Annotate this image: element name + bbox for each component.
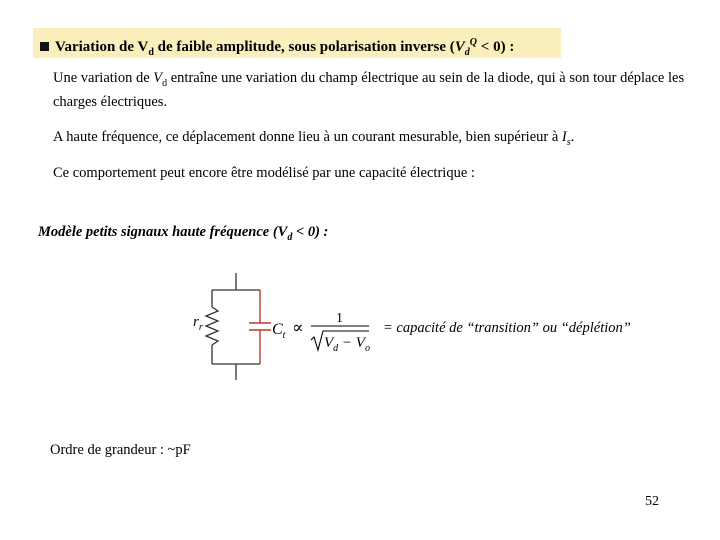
- circuit-wires: [212, 273, 260, 380]
- paragraph-model: Ce comportement peut encore être modélisé par une capacité électrique :: [53, 165, 475, 181]
- fraction-denominator: $V_d - V_o$: [324, 335, 370, 354]
- capacitor-symbol: [249, 290, 271, 364]
- resistor-label: $r_r$: [193, 314, 203, 333]
- capacitance-description: = capacité de “transition” ou “déplétion”: [383, 320, 631, 336]
- capacitor-label: $C_t$: [272, 321, 286, 341]
- proportional-symbol: ∝: [292, 318, 304, 337]
- fraction-numerator: 1: [336, 311, 343, 326]
- paragraph-variation: Une variation de $V_d$ entraîne une variation du champ électrique au sein de la diode, qui à son tour déplace les charges électriques.: [53, 70, 685, 110]
- page-number: 52: [645, 494, 659, 509]
- paragraph-high-frequency: A haute fréquence, ce déplacement donne lieu à un courant mesurable, bien supérieur à $I_s$.: [53, 129, 575, 148]
- section-title: Variation de $V_d$ de faible amplitude, sous polarisation inverse $(V_d^Q < 0)$ :: [33, 28, 561, 58]
- order-of-magnitude: Ordre de grandeur : ~pF: [50, 442, 191, 458]
- model-heading: Modèle petits signaux haute fréquence $(V_d < 0)$ :: [38, 224, 329, 243]
- resistor-symbol: [206, 307, 218, 345]
